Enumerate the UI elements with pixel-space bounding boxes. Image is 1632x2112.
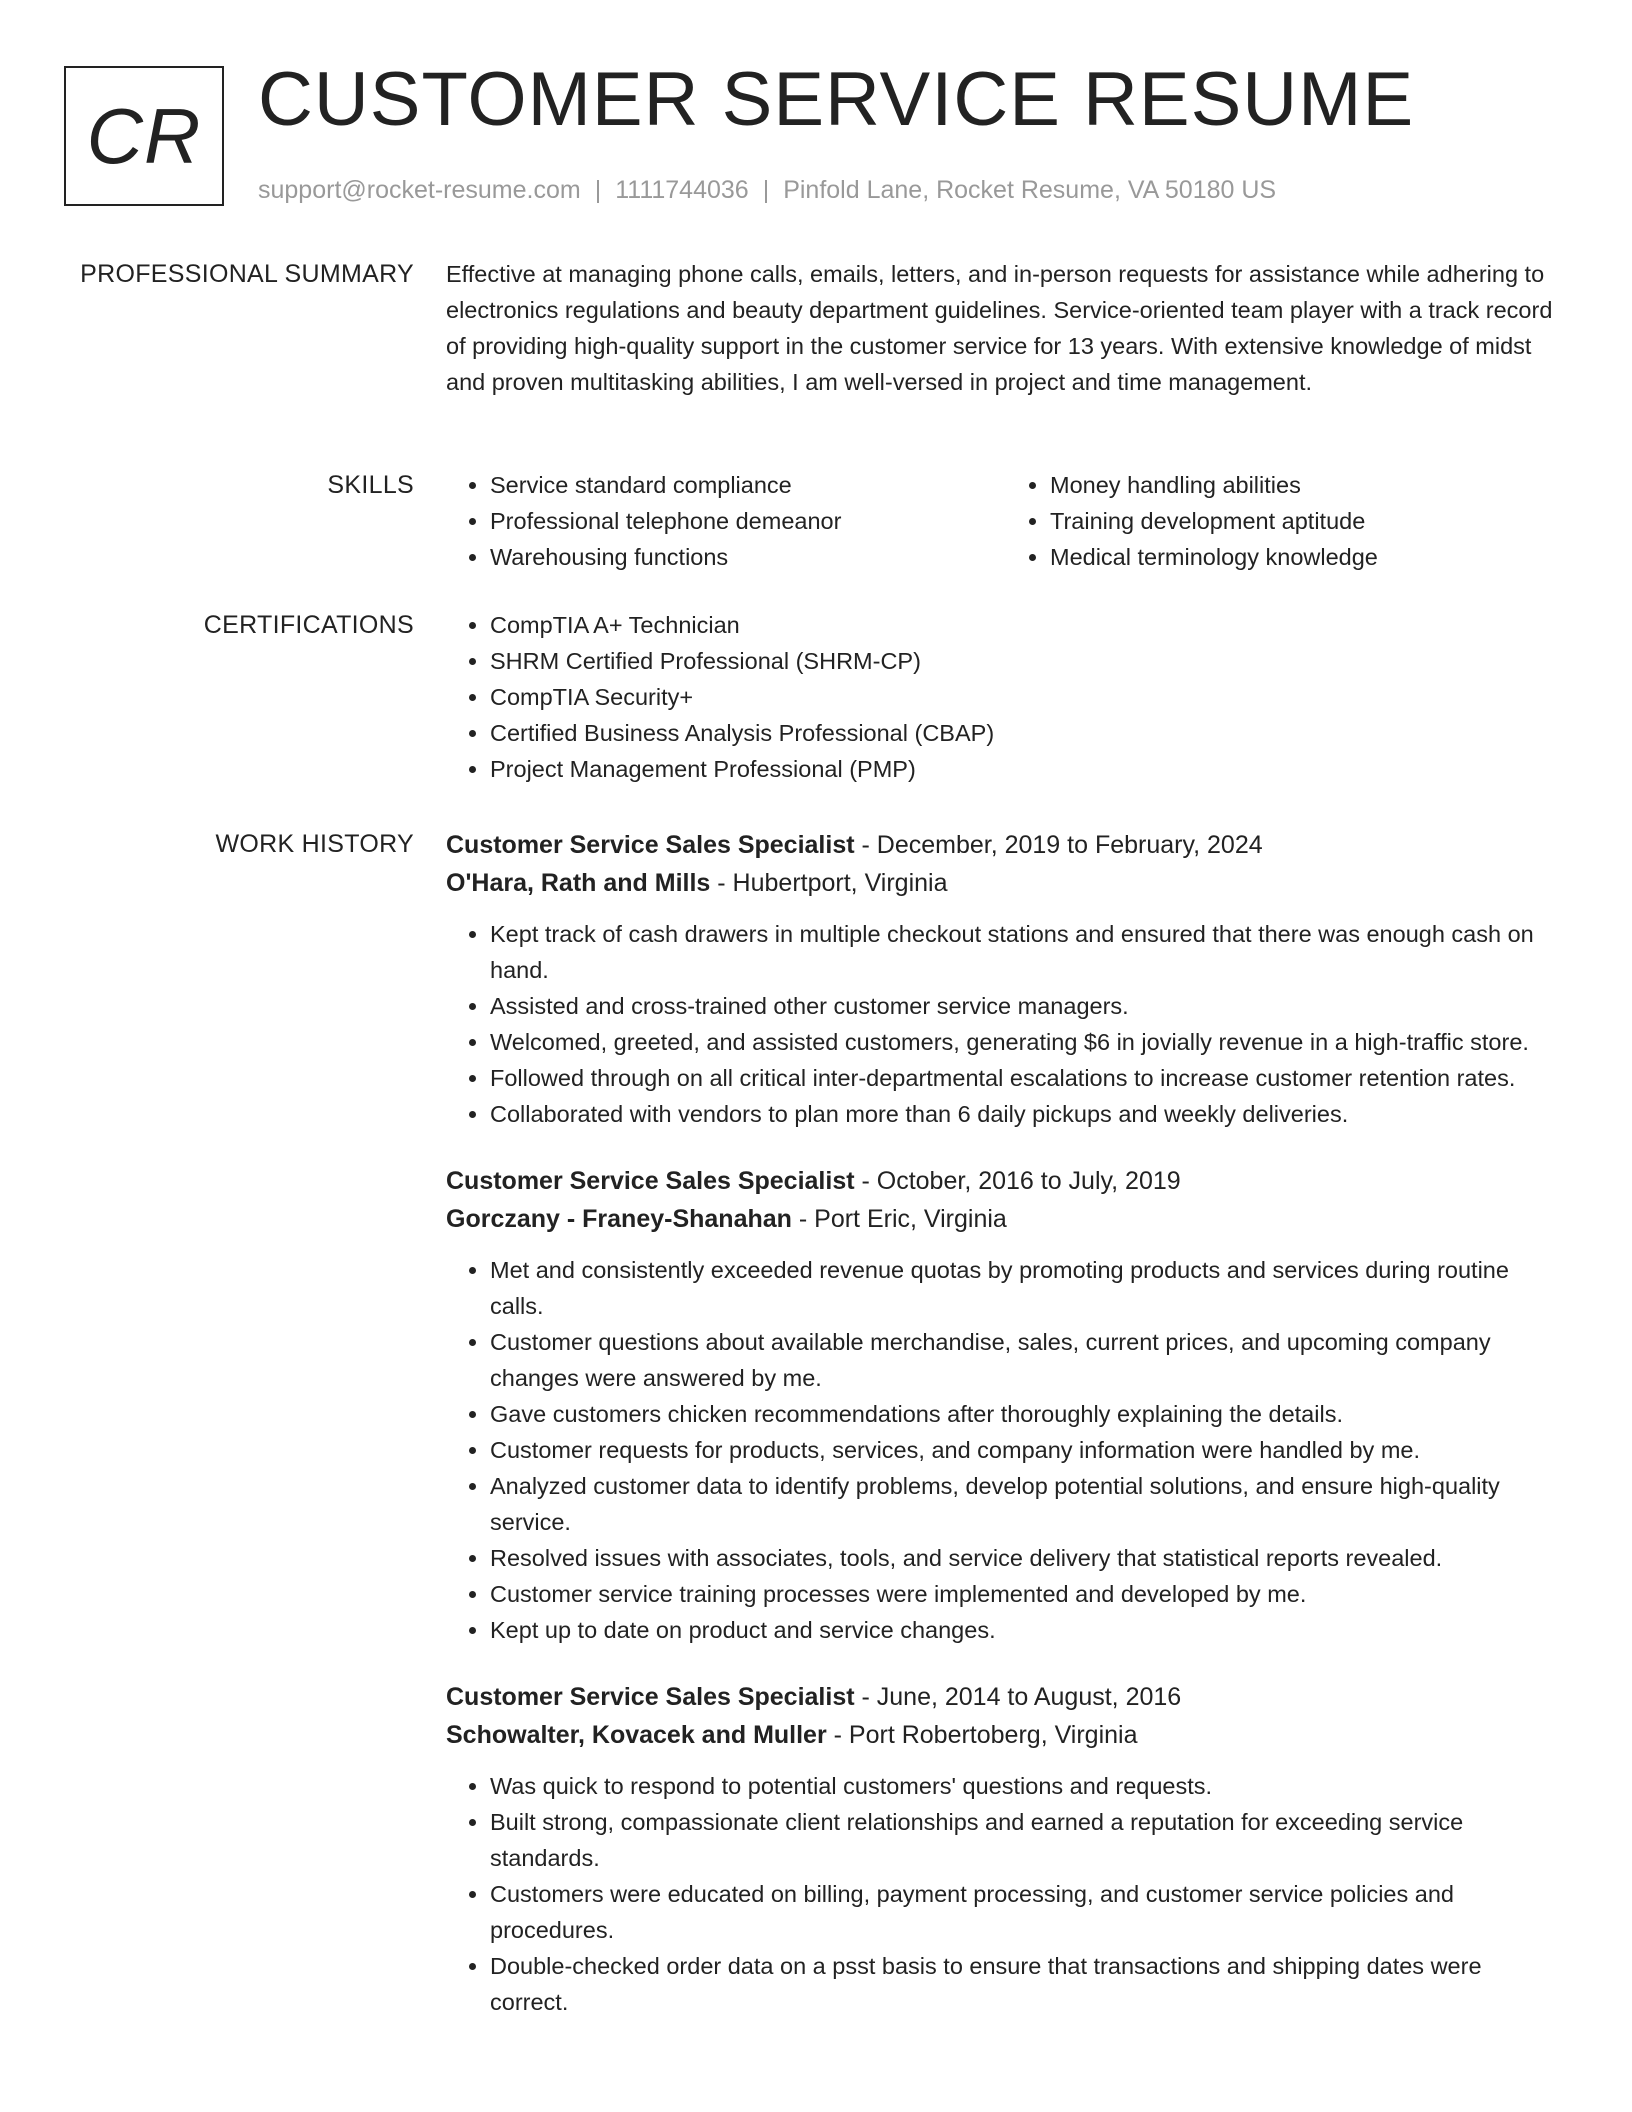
contact-separator: | <box>594 176 602 204</box>
section-title-work-history: WORK HISTORY <box>215 830 414 858</box>
job-bullet: • Followed through on all critical inter-departmental escalations to increase customer retention rates. <box>490 1060 1566 1096</box>
job-bullet: • Kept up to date on product and service changes. <box>490 1612 1566 1648</box>
contact-address: Pinfold Lane, Rocket Resume, VA 50180 US <box>783 176 1277 204</box>
job-role: Customer Service Sales Specialist <box>446 1167 855 1195</box>
skill-item: • Training development aptitude <box>1050 503 1566 539</box>
job-location: - Hubertport, Virginia <box>710 869 948 897</box>
job-role-line <box>446 826 1566 864</box>
job-location: - Port Robertoberg, Virginia <box>826 1721 1138 1749</box>
job-company: O'Hara, Rath and Mills <box>446 869 711 897</box>
job-bullet: • Kept track of cash drawers in multiple checkout stations and ensured that there was enough cash on hand. <box>490 916 1566 988</box>
section-title-summary: PROFESSIONAL SUMMARY <box>80 260 414 288</box>
job-bullet: • Collaborated with vendors to plan more than 6 daily pickups and weekly deliveries. <box>490 1096 1566 1132</box>
certification-item: • Project Management Professional (PMP) <box>490 751 1566 787</box>
summary-text: Effective at managing phone calls, emails, letters, and in-person requests for assistance while adhering to electronics regulations and beauty department guidelines. Service-oriented team player with a track record of providing high-quality support in the customer service for 13 years. With extensive knowledge of midst and proven multitasking abilities, I am well-versed in project and time management. <box>446 261 1553 395</box>
job-role-line <box>446 1162 1566 1200</box>
certifications-list <box>446 607 1566 787</box>
job-dates: - June, 2014 to August, 2016 <box>854 1683 1182 1711</box>
section-title-certifications: CERTIFICATIONS <box>203 611 414 639</box>
section-title-skills: SKILLS <box>327 471 414 499</box>
skills-body <box>446 467 1566 575</box>
job-bullet: • Resolved issues with associates, tools, and service delivery that statistical reports revealed. <box>490 1540 1566 1576</box>
contact-separator: | <box>762 176 770 204</box>
resume-title: CUSTOMER SERVICE RESUME <box>258 57 1415 142</box>
job-dates: - October, 2016 to July, 2019 <box>854 1167 1181 1195</box>
job-entry <box>446 1678 1566 2020</box>
contact-phone: 1111744036 <box>615 176 749 204</box>
job-bullets <box>446 1768 1566 2020</box>
job-bullet: • Analyzed customer data to identify problems, develop potential solutions, and ensure high-quality service. <box>490 1468 1566 1540</box>
skill-item: • Money handling abilities <box>1050 467 1566 503</box>
contact-email: support@rocket-resume.com <box>258 176 581 204</box>
skills-list-right <box>1006 467 1566 575</box>
job-bullet: • Customer questions about available merchandise, sales, current prices, and upcoming company changes were answered by me. <box>490 1324 1566 1396</box>
skill-item: • Medical terminology knowledge <box>1050 539 1566 575</box>
job-bullet: • Customers were educated on billing, payment processing, and customer service policies and procedures. <box>490 1876 1566 1948</box>
job-bullet: • Was quick to respond to potential customers' questions and requests. <box>490 1768 1566 1804</box>
job-dates: - December, 2019 to February, 2024 <box>854 831 1263 859</box>
job-role: Customer Service Sales Specialist <box>446 1683 855 1711</box>
job-bullet: • Built strong, compassionate client relationships and earned a reputation for exceeding service standards. <box>490 1804 1566 1876</box>
skills-list-left <box>446 467 1006 575</box>
job-entry <box>446 826 1566 1132</box>
certification-item: • CompTIA A+ Technician <box>490 607 1566 643</box>
work-history-body <box>446 826 1566 2050</box>
job-bullet: • Customer service training processes were implemented and developed by me. <box>490 1576 1566 1612</box>
job-company-line <box>446 1716 1566 1754</box>
job-location: - Port Eric, Virginia <box>791 1205 1007 1233</box>
job-role: Customer Service Sales Specialist <box>446 831 855 859</box>
job-bullet: • Assisted and cross-trained other customer service managers. <box>490 988 1566 1024</box>
skill-item: • Professional telephone demeanor <box>490 503 1006 539</box>
contact-line <box>258 176 1276 205</box>
job-bullets <box>446 1252 1566 1648</box>
job-company-line <box>446 864 1566 902</box>
certification-item: • Certified Business Analysis Professional (CBAP) <box>490 715 1566 751</box>
monogram-logo: CR <box>64 66 224 206</box>
skill-item: • Service standard compliance <box>490 467 1006 503</box>
job-bullet: • Met and consistently exceeded revenue quotas by promoting products and services during routine calls. <box>490 1252 1566 1324</box>
job-company: Schowalter, Kovacek and Muller <box>446 1721 827 1749</box>
job-entry <box>446 1162 1566 1648</box>
certification-item: • SHRM Certified Professional (SHRM-CP) <box>490 643 1566 679</box>
certification-item: • CompTIA Security+ <box>490 679 1566 715</box>
job-role-line <box>446 1678 1566 1716</box>
job-company: Gorczany - Franey-Shanahan <box>446 1205 792 1233</box>
job-bullet: • Welcomed, greeted, and assisted customers, generating $6 in jovially revenue in a high-traffic store. <box>490 1024 1566 1060</box>
job-company-line <box>446 1200 1566 1238</box>
skill-item: • Warehousing functions <box>490 539 1006 575</box>
certifications-body <box>446 607 1566 787</box>
job-bullet: • Gave customers chicken recommendations after thoroughly explaining the details. <box>490 1396 1566 1432</box>
job-bullet: • Double-checked order data on a psst basis to ensure that transactions and shipping dates were correct. <box>490 1948 1566 2020</box>
job-bullets <box>446 916 1566 1132</box>
summary-body <box>446 256 1566 400</box>
job-bullet: • Customer requests for products, services, and company information were handled by me. <box>490 1432 1566 1468</box>
